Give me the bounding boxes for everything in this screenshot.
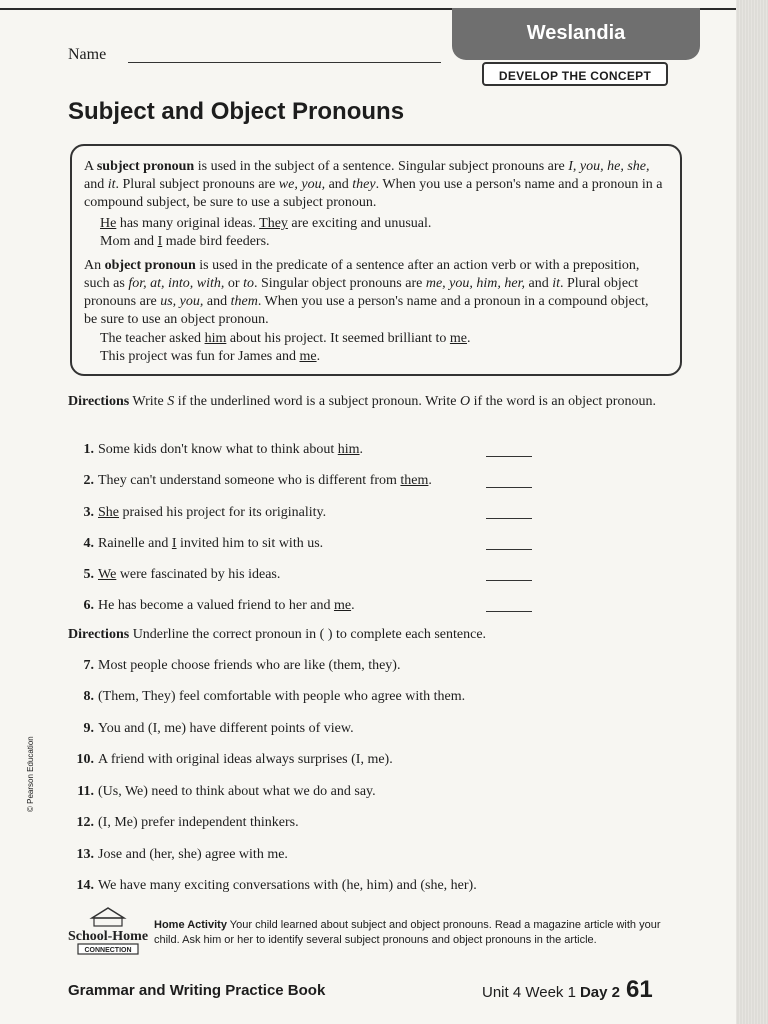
answer-blank[interactable] [486,518,532,519]
exercise-item: 12. (I, Me) prefer independent thinkers. [76,815,299,830]
exercise-item: 8. (Them, They) feel comfortable with people who agree with them. [83,689,466,704]
day-label: Day 2 [579,984,620,1001]
exercise-item: 3. She praised his project for its originality. [83,505,327,520]
exercise-item: 9. You and (I, me) have different points of view. [83,721,354,736]
directions-1: Directions Write S if the underlined word is a subject pronoun. Write O if the word is an object pronoun. [68,394,656,409]
home-activity: Home Activity Your child learned about subject and object pronouns. Read a magazine article with your child. Ask him or her to identify several subject pronouns and object pronouns in the article. [154,919,661,946]
exercise-item: 5. We were fascinated by his ideas. [83,567,281,582]
exercise-item: 13. Jose and (her, she) agree with me. [76,847,288,862]
directions-2: Directions Underline the correct pronoun in ( ) to complete each sentence. [68,627,487,642]
page-number: 61 [625,976,653,1003]
answer-blank[interactable] [486,487,532,488]
exercise-item: 6. He has become a valued friend to her and me. [83,598,355,613]
story-title: Weslandia [526,22,626,44]
copyright-notice: © Pearson Education [26,736,35,812]
page-footer [482,976,653,1004]
exercise-item: 4. Rainelle and I invited him to sit with us. [83,536,324,551]
answer-blank[interactable] [486,611,532,612]
name-label: Name [68,46,107,63]
object-example-1: The teacher asked him about his project. It seemed brilliant to me. [100,331,471,346]
exercise-item: 11. (Us, We) need to think about what we do and say. [77,784,376,799]
object-example-2: This project was fun for James and me. [100,349,321,364]
page-title: Subject and Object Pronouns [68,98,405,125]
name-line [128,62,441,63]
exercise-item: 10. A friend with original ideas always surprises (I, me). [76,752,393,767]
exercise-item: 7. Most people choose friends who are like (them, they). [83,658,401,673]
answer-blank[interactable] [486,549,532,550]
logo-school-home-text: School-Home [67,929,149,944]
subject-rule: A subject pronoun is used in the subject of a sentence. Singular subject pronouns are I, you, he, she, and it. Plural subject pronouns are we, you, and they. When you use a person's name and a pronoun in a compound subject, be sure to use a subject pronoun. [84,159,663,210]
answer-blank[interactable] [486,580,532,581]
subject-example-1: He has many original ideas. They are exciting and unusual. [100,216,432,231]
develop-concept-badge: DEVELOP THE CONCEPT [482,62,668,86]
logo-connection-text: CONNECTION [84,947,132,954]
book-title: Grammar and Writing Practice Book [68,982,326,999]
exercise-item: 1. Some kids don't know what to think about him. [83,442,364,457]
object-rule: An object pronoun is used in the predicate of a sentence after an action verb or with a preposition, such as for, at, into, with, or to. Singular object pronouns are me, you, him, her, and it. Plural object pronouns are us, you, and them. When you use a person's name and a pronoun in a compound object, be sure to use an object pronoun. [84,258,649,327]
exercise-item: 14. We have many exciting conversations with (he, him) and (she, her). [76,878,477,893]
school-home-logo [66,906,150,958]
page-stack-edge [736,0,768,1024]
unit-week: Unit 4 Week 1 [482,984,576,1001]
exercise-item: 2. They can't understand someone who is different from them. [83,473,432,488]
story-tab [452,8,700,60]
subject-example-2: Mom and I made bird feeders. [100,234,270,249]
answer-blank[interactable] [486,456,532,457]
house-icon [94,918,122,926]
roof-icon [92,908,124,918]
